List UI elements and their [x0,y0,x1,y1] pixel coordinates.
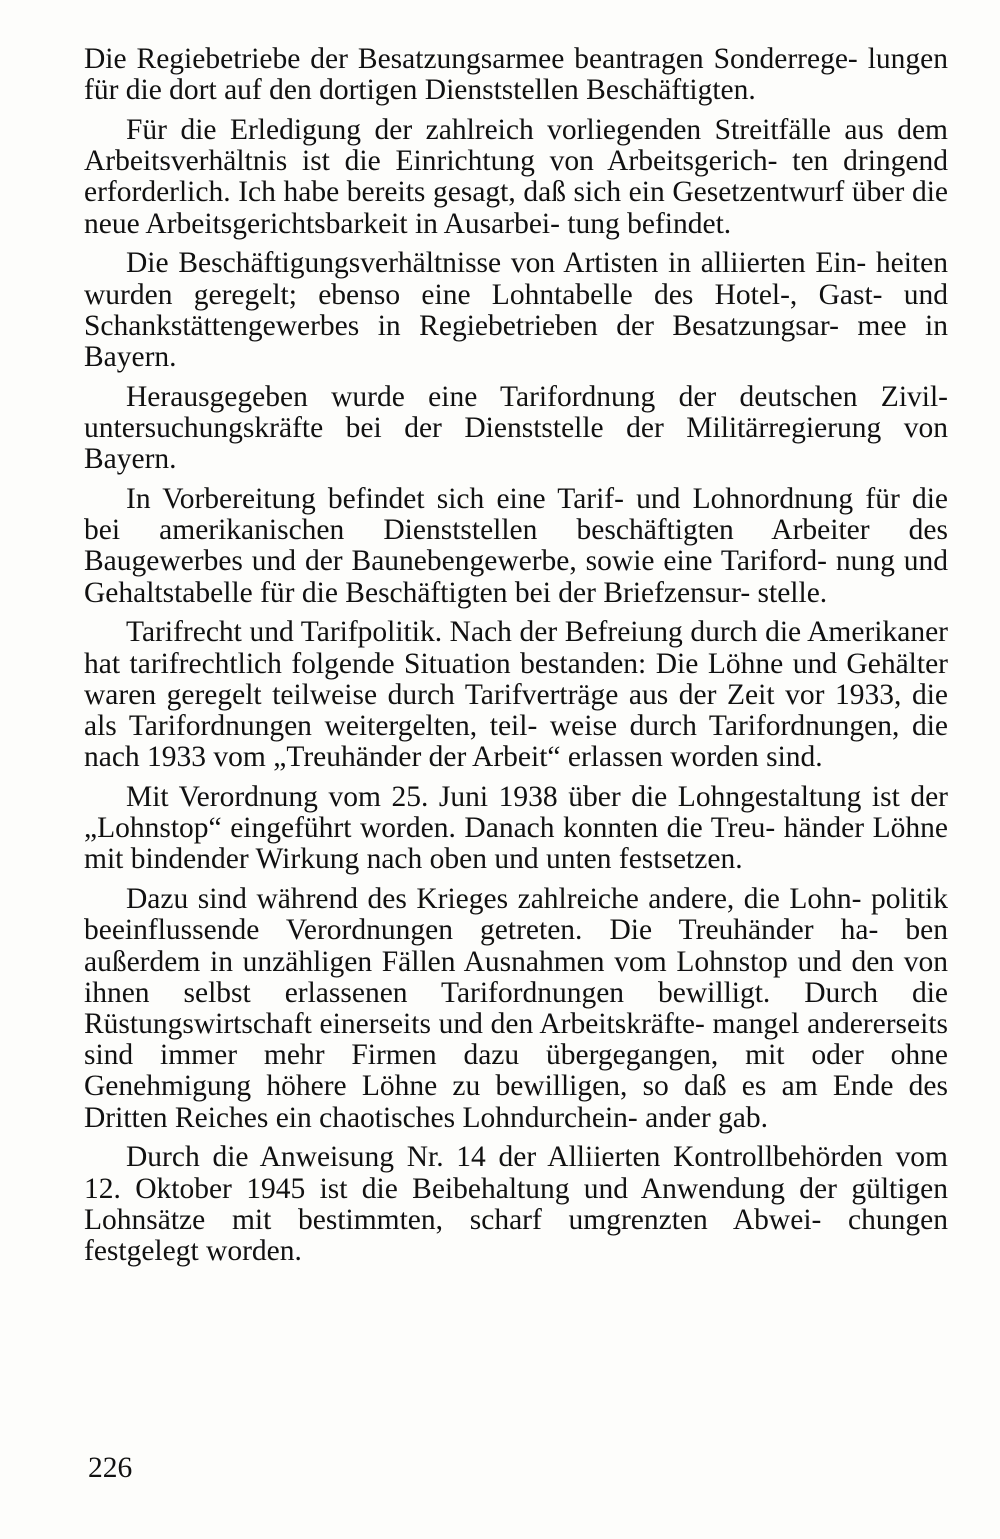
paragraph-2: Für die Erledigung der zahlreich vorliegenden Streitfälle aus dem Arbeitsverhältnis ist die Einrichtung von Arbeitsgerich- ten dringend erforderlich. Ich habe bereits gesagt, daß sich ein Gesetzentwurf über die neue Arbeitsgerichtsbarkeit in Ausarbei- tung befindet. [84,114,948,240]
paragraph-5: In Vorbereitung befindet sich eine Tarif- und Lohnordnung für die bei amerikanischen Dienststellen beschäftigten Arbeiter des Baugewerbes und der Baunebengewerbe, sowie eine Tariford- nung und Gehaltstabelle für die Beschäftigten bei der Briefzensur- stelle. [84,483,948,609]
paragraph-3: Die Beschäftigungsverhältnisse von Artisten in alliierten Ein- heiten wurden geregelt; ebenso eine Lohntabelle des Hotel-, Gast- und Schankstättengewerbes in Regiebetrieben der Besatzungsar- mee in Bayern. [84,247,948,374]
paragraph-4: Herausgegeben wurde eine Tarifordnung der deutschen Zivil- untersuchungskräfte bei der Dienststelle der Militärregierung von Bayern. [84,380,948,476]
paragraph-7: Mit Verordnung vom 25. Juni 1938 über die Lohngestaltung ist der „Lohnstop“ eingeführt worden. Danach konnten die Treu- händer Löhne mit bindender Wirkung nach oben und unten festsetzen. [84,781,948,876]
paragraph-1: Die Regiebetriebe der Besatzungsarmee beantragen Sonderrege- lungen für die dort auf den dortigen Dienststellen Beschäftigten. [84,43,948,107]
page-number: 226 [88,1452,133,1484]
paragraph-9: Durch die Anweisung Nr. 14 der Alliierten Kontrollbehörden vom 12. Oktober 1945 ist die Beibehaltung und Anwendung der gültigen Lohnsätze mit bestimmten, scharf umgrenzten Abwei- chungen festgelegt worden. [84,1141,948,1268]
body-text [84,44,948,1276]
paragraph-8: Dazu sind während des Krieges zahlreiche andere, die Lohn- politik beeinflussende Verordnungen getreten. Die Treuhänder ha- ben außerdem in unzähligen Fällen Ausnahmen vom Lohnstop und den von ihnen selbst erlassenen Tarifordnungen bewilligt. Durch die Rüstungswirtschaft einerseits und den Arbeitskräfte- mangel andererseits sind immer mehr Firmen dazu übergegangen, mit oder ohne Genehmigung höhere Löhne zu bewilligen, so daß es am Ende des Dritten Reiches ein chaotisches Lohndurchein- ander gab. [84,883,948,1134]
paragraph-6: Tarifrecht und Tarifpolitik. Nach der Befreiung durch die Amerikaner hat tarifrechtlich folgende Situation bestanden: Die Löhne und Gehälter waren geregelt teilweise durch Tarifverträge aus der Zeit vor 1933, die als Tarifordnungen weitergelten, teil- weise durch Tarifordnungen, die nach 1933 vom „Treuhänder der Arbeit“ erlassen worden sind. [84,616,948,774]
